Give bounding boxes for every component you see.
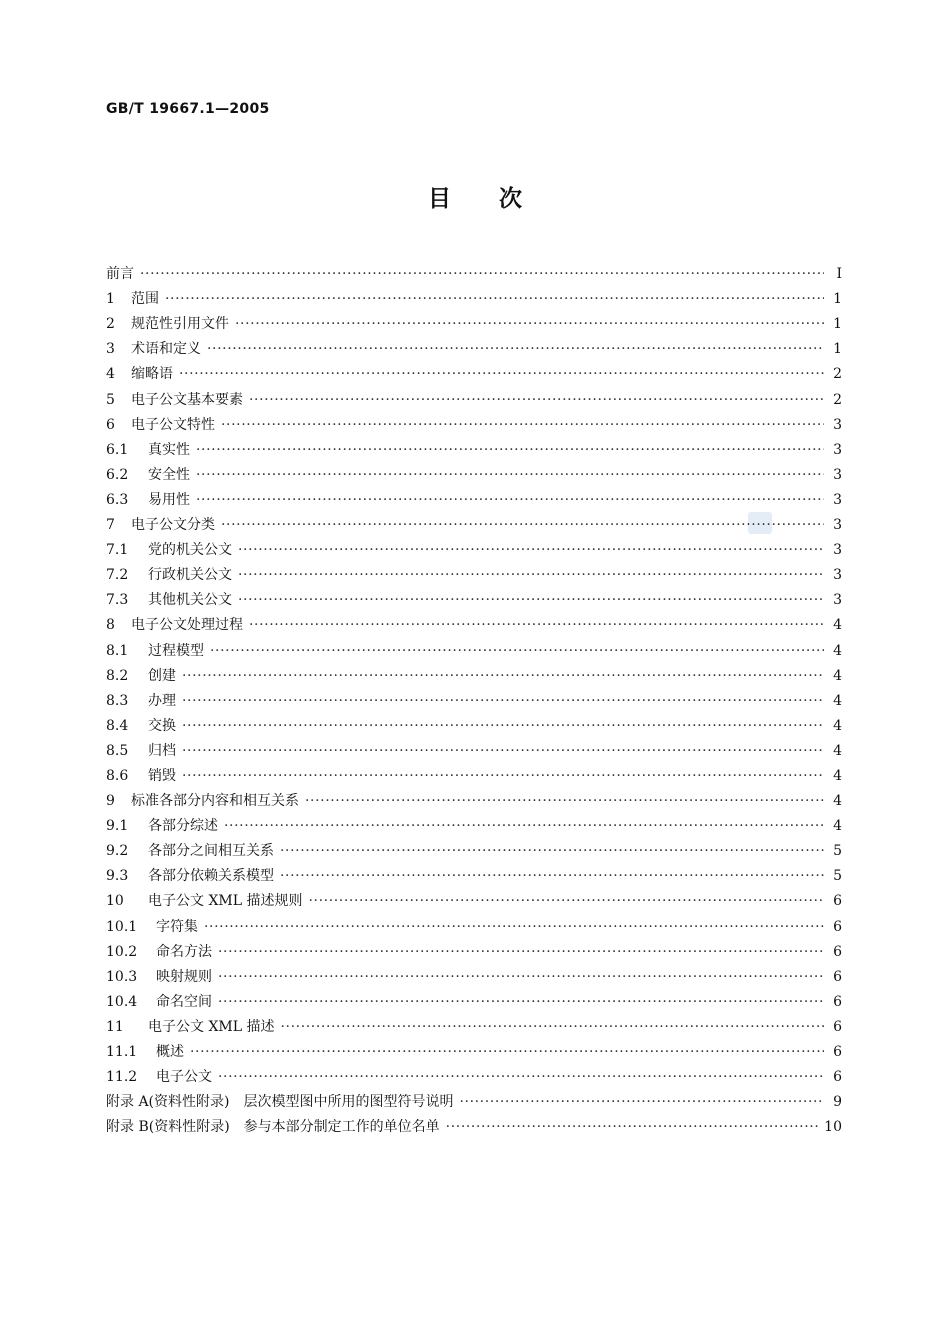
toc-leader-dots [218, 942, 824, 962]
toc-entry-label: 交换 [148, 717, 176, 734]
toc-entry-label: 电子公文 [156, 1069, 212, 1086]
toc-entry-label: 概述 [156, 1044, 184, 1060]
toc-entry-label: 真实性 [148, 441, 190, 458]
toc-entry-label: 各部分之间相互关系 [148, 843, 274, 860]
toc-leader-dots [218, 967, 824, 987]
table-of-contents [106, 259, 842, 1137]
toc-entry-number: 11 [106, 1018, 124, 1035]
toc-entry[interactable] [106, 1012, 842, 1037]
toc-entry-page: 3 [833, 567, 842, 584]
toc-entry-page: 4 [833, 767, 842, 784]
toc-entry-page: 9 [833, 1094, 842, 1111]
toc-entry-page: 3 [833, 466, 842, 483]
toc-entry[interactable] [106, 736, 842, 761]
toc-entry[interactable] [106, 460, 842, 485]
toc-entry[interactable] [106, 359, 842, 384]
toc-entry[interactable] [106, 711, 842, 736]
toc-entry[interactable] [106, 334, 842, 359]
toc-entry-number: 9.3 [106, 868, 129, 885]
toc-entry-number: 5 [106, 391, 115, 408]
toc-leader-dots [140, 264, 824, 284]
toc-entry-label: 电子公文分类 [131, 517, 215, 534]
toc-leader-dots [249, 390, 824, 410]
toc-leader-dots [224, 816, 824, 836]
toc-leader-dots [221, 415, 824, 435]
toc-leader-dots [182, 716, 824, 736]
toc-entry[interactable] [106, 761, 842, 786]
toc-entry[interactable] [106, 987, 842, 1012]
toc-entry-label: 安全性 [148, 466, 190, 483]
toc-entry-page: 6 [833, 893, 842, 910]
toc-entry[interactable] [106, 485, 842, 510]
toc-entry-number: 8.6 [106, 767, 129, 784]
toc-entry-number: 8.4 [106, 717, 129, 734]
toc-entry[interactable] [106, 560, 842, 585]
toc-leader-dots [182, 741, 824, 761]
toc-entry-number: 10.1 [106, 918, 138, 935]
toc-entry-page: 3 [833, 592, 842, 609]
toc-entry-number: 7.3 [106, 592, 129, 609]
toc-entry-page: 1 [833, 341, 842, 358]
toc-entry-label: 范围 [131, 291, 159, 308]
toc-entry[interactable] [106, 661, 842, 686]
toc-entry-number: 7 [106, 517, 115, 534]
toc-entry[interactable] [106, 811, 842, 836]
toc-entry-label: 前言 [106, 266, 134, 283]
toc-leader-dots [280, 841, 824, 861]
toc-entry-label: 命名空间 [156, 993, 212, 1010]
toc-leader-dots [182, 691, 824, 711]
toc-entry[interactable] [106, 510, 842, 535]
toc-entry-page: 6 [833, 943, 842, 960]
toc-entry[interactable] [106, 284, 842, 309]
toc-leader-dots [309, 891, 825, 911]
toc-leader-dots [182, 766, 824, 786]
toc-entry-number: 4 [106, 366, 115, 383]
toc-entry[interactable] [106, 911, 842, 936]
toc-leader-dots [196, 490, 824, 510]
toc-entry-page: 4 [833, 692, 842, 709]
toc-entry-label: 各部分综述 [148, 818, 218, 835]
toc-entry[interactable] [106, 1087, 842, 1112]
toc-entry-page: 6 [833, 918, 842, 935]
toc-leader-dots [459, 1092, 824, 1112]
toc-entry-label: 办理 [148, 692, 176, 709]
toc-entry-number: 10.2 [106, 943, 138, 960]
toc-leader-dots [196, 465, 824, 485]
toc-entry[interactable] [106, 610, 842, 635]
toc-entry-label: 缩略语 [131, 366, 173, 383]
toc-entry-label: 销毁 [148, 767, 176, 784]
toc-leader-dots [190, 1042, 824, 1062]
toc-entry-page: 2 [833, 391, 842, 408]
toc-entry-page: 3 [833, 416, 842, 433]
toc-entry-page: 4 [833, 818, 842, 835]
toc-leader-dots [249, 615, 824, 635]
toc-leader-dots [235, 314, 824, 334]
toc-entry-number: 10 [106, 893, 124, 910]
toc-leader-dots [179, 364, 824, 384]
title-char-left: 目 [428, 185, 451, 212]
toc-entry-label: 党的机关公文 [148, 542, 232, 559]
toc-entry-number: 2 [106, 316, 115, 333]
toc-leader-dots [281, 1017, 825, 1037]
title-char-right: 次 [499, 185, 522, 212]
toc-entry-number: 6.1 [106, 441, 129, 458]
toc-leader-dots [207, 339, 824, 359]
toc-entry[interactable] [106, 309, 842, 334]
toc-entry-page: 3 [833, 517, 842, 534]
toc-entry[interactable] [106, 410, 842, 435]
toc-entry-label: 字符集 [156, 918, 198, 935]
toc-entry-page: I [836, 266, 842, 283]
toc-entry-label: 其他机关公文 [148, 592, 232, 609]
toc-entry[interactable] [106, 686, 842, 711]
toc-leader-dots [446, 1117, 819, 1137]
toc-entry-page: 3 [833, 441, 842, 458]
toc-entry-label: 术语和定义 [131, 341, 201, 358]
toc-leader-dots [218, 1067, 824, 1087]
toc-entry-label: 命名方法 [156, 943, 212, 960]
toc-entry-page: 6 [833, 1044, 842, 1060]
toc-entry-page: 4 [833, 667, 842, 684]
toc-entry-page: 1 [833, 291, 842, 308]
toc-entry-page: 4 [833, 742, 842, 759]
toc-leader-dots [238, 540, 824, 560]
toc-entry[interactable] [106, 635, 842, 660]
toc-entry-number: 6.3 [106, 491, 129, 508]
toc-entry[interactable] [106, 259, 842, 284]
toc-entry-number: 9.1 [106, 818, 129, 835]
toc-entry-label: 易用性 [148, 491, 190, 508]
toc-entry-label: 附录 B(资料性附录) 参与本部分制定工作的单位名单 [106, 1119, 440, 1136]
toc-entry-page: 6 [833, 1069, 842, 1086]
toc-entry-label: 创建 [148, 667, 176, 684]
toc-entry-number: 10.3 [106, 968, 138, 985]
toc-entry-number: 7.2 [106, 567, 129, 584]
toc-entry-label: 电子公文基本要素 [131, 391, 243, 408]
toc-entry-number: 9 [106, 793, 115, 810]
toc-entry-number: 8 [106, 617, 115, 634]
toc-entry-page: 3 [833, 542, 842, 559]
toc-entry-label: 电子公文 XML 描述规则 [148, 893, 303, 910]
toc-entry-page: 4 [833, 642, 842, 659]
toc-leader-dots [210, 641, 824, 661]
toc-entry[interactable] [106, 836, 842, 861]
toc-entry-page: 4 [833, 617, 842, 634]
toc-entry-page: 6 [833, 968, 842, 985]
toc-entry[interactable] [106, 861, 842, 886]
toc-entry-label: 附录 A(资料性附录) 层次模型图中所用的图型符号说明 [106, 1094, 454, 1111]
toc-entry-page: 6 [833, 993, 842, 1010]
toc-entry-label: 映射规则 [156, 968, 212, 985]
toc-entry-number: 11.1 [106, 1044, 138, 1060]
toc-entry-page: 10 [824, 1119, 842, 1136]
toc-entry-label: 标准各部分内容和相互关系 [131, 793, 299, 810]
toc-leader-dots [204, 917, 824, 937]
toc-entry[interactable] [106, 1037, 842, 1062]
toc-leader-dots [218, 992, 824, 1012]
toc-entry-label: 过程模型 [148, 642, 204, 659]
toc-entry-page: 2 [833, 366, 842, 383]
toc-leader-dots [305, 791, 824, 811]
toc-entry-number: 7.1 [106, 542, 129, 559]
toc-leader-dots [196, 440, 824, 460]
toc-entry-number: 3 [106, 341, 115, 358]
toc-entry[interactable] [106, 937, 842, 962]
toc-entry-page: 4 [833, 717, 842, 734]
toc-entry-label: 规范性引用文件 [131, 316, 229, 333]
toc-entry-label: 行政机关公文 [148, 567, 232, 584]
toc-entry-number: 8.3 [106, 692, 129, 709]
toc-leader-dots [238, 565, 824, 585]
toc-entry[interactable] [106, 384, 842, 409]
toc-entry[interactable] [106, 435, 842, 460]
toc-entry-page: 5 [833, 843, 842, 860]
toc-entry[interactable] [106, 962, 842, 987]
toc-leader-dots [182, 666, 824, 686]
toc-entry-number: 8.5 [106, 742, 129, 759]
toc-entry-page: 5 [833, 868, 842, 885]
page-title [0, 180, 950, 213]
standard-code: GB/T 19667.1—2005 [106, 101, 270, 117]
toc-entry-page: 4 [833, 793, 842, 810]
toc-entry-label: 归档 [148, 742, 176, 759]
toc-leader-dots [221, 515, 824, 535]
toc-entry-number: 9.2 [106, 843, 129, 860]
toc-entry[interactable] [106, 786, 842, 811]
toc-entry[interactable] [106, 886, 842, 911]
toc-entry-label: 电子公文处理过程 [131, 617, 243, 634]
toc-entry-number: 8.2 [106, 667, 129, 684]
toc-leader-dots [280, 866, 824, 886]
toc-entry-page: 1 [833, 316, 842, 333]
toc-entry-number: 11.2 [106, 1069, 138, 1086]
toc-entry-number: 1 [106, 291, 115, 308]
toc-entry[interactable] [106, 1062, 842, 1087]
toc-entry-page: 6 [833, 1018, 842, 1035]
toc-entry-number: 6.2 [106, 466, 129, 483]
toc-entry-label: 电子公文特性 [131, 416, 215, 433]
toc-entry[interactable] [106, 1112, 842, 1137]
toc-entry-page: 3 [833, 491, 842, 508]
toc-leader-dots [238, 590, 824, 610]
toc-leader-dots [165, 289, 824, 309]
toc-entry[interactable] [106, 585, 842, 610]
toc-entry-label: 各部分依赖关系模型 [148, 868, 274, 885]
toc-entry[interactable] [106, 535, 842, 560]
toc-entry-number: 10.4 [106, 993, 138, 1010]
toc-entry-number: 8.1 [106, 642, 129, 659]
toc-entry-label: 电子公文 XML 描述 [148, 1018, 275, 1035]
toc-entry-number: 6 [106, 416, 115, 433]
